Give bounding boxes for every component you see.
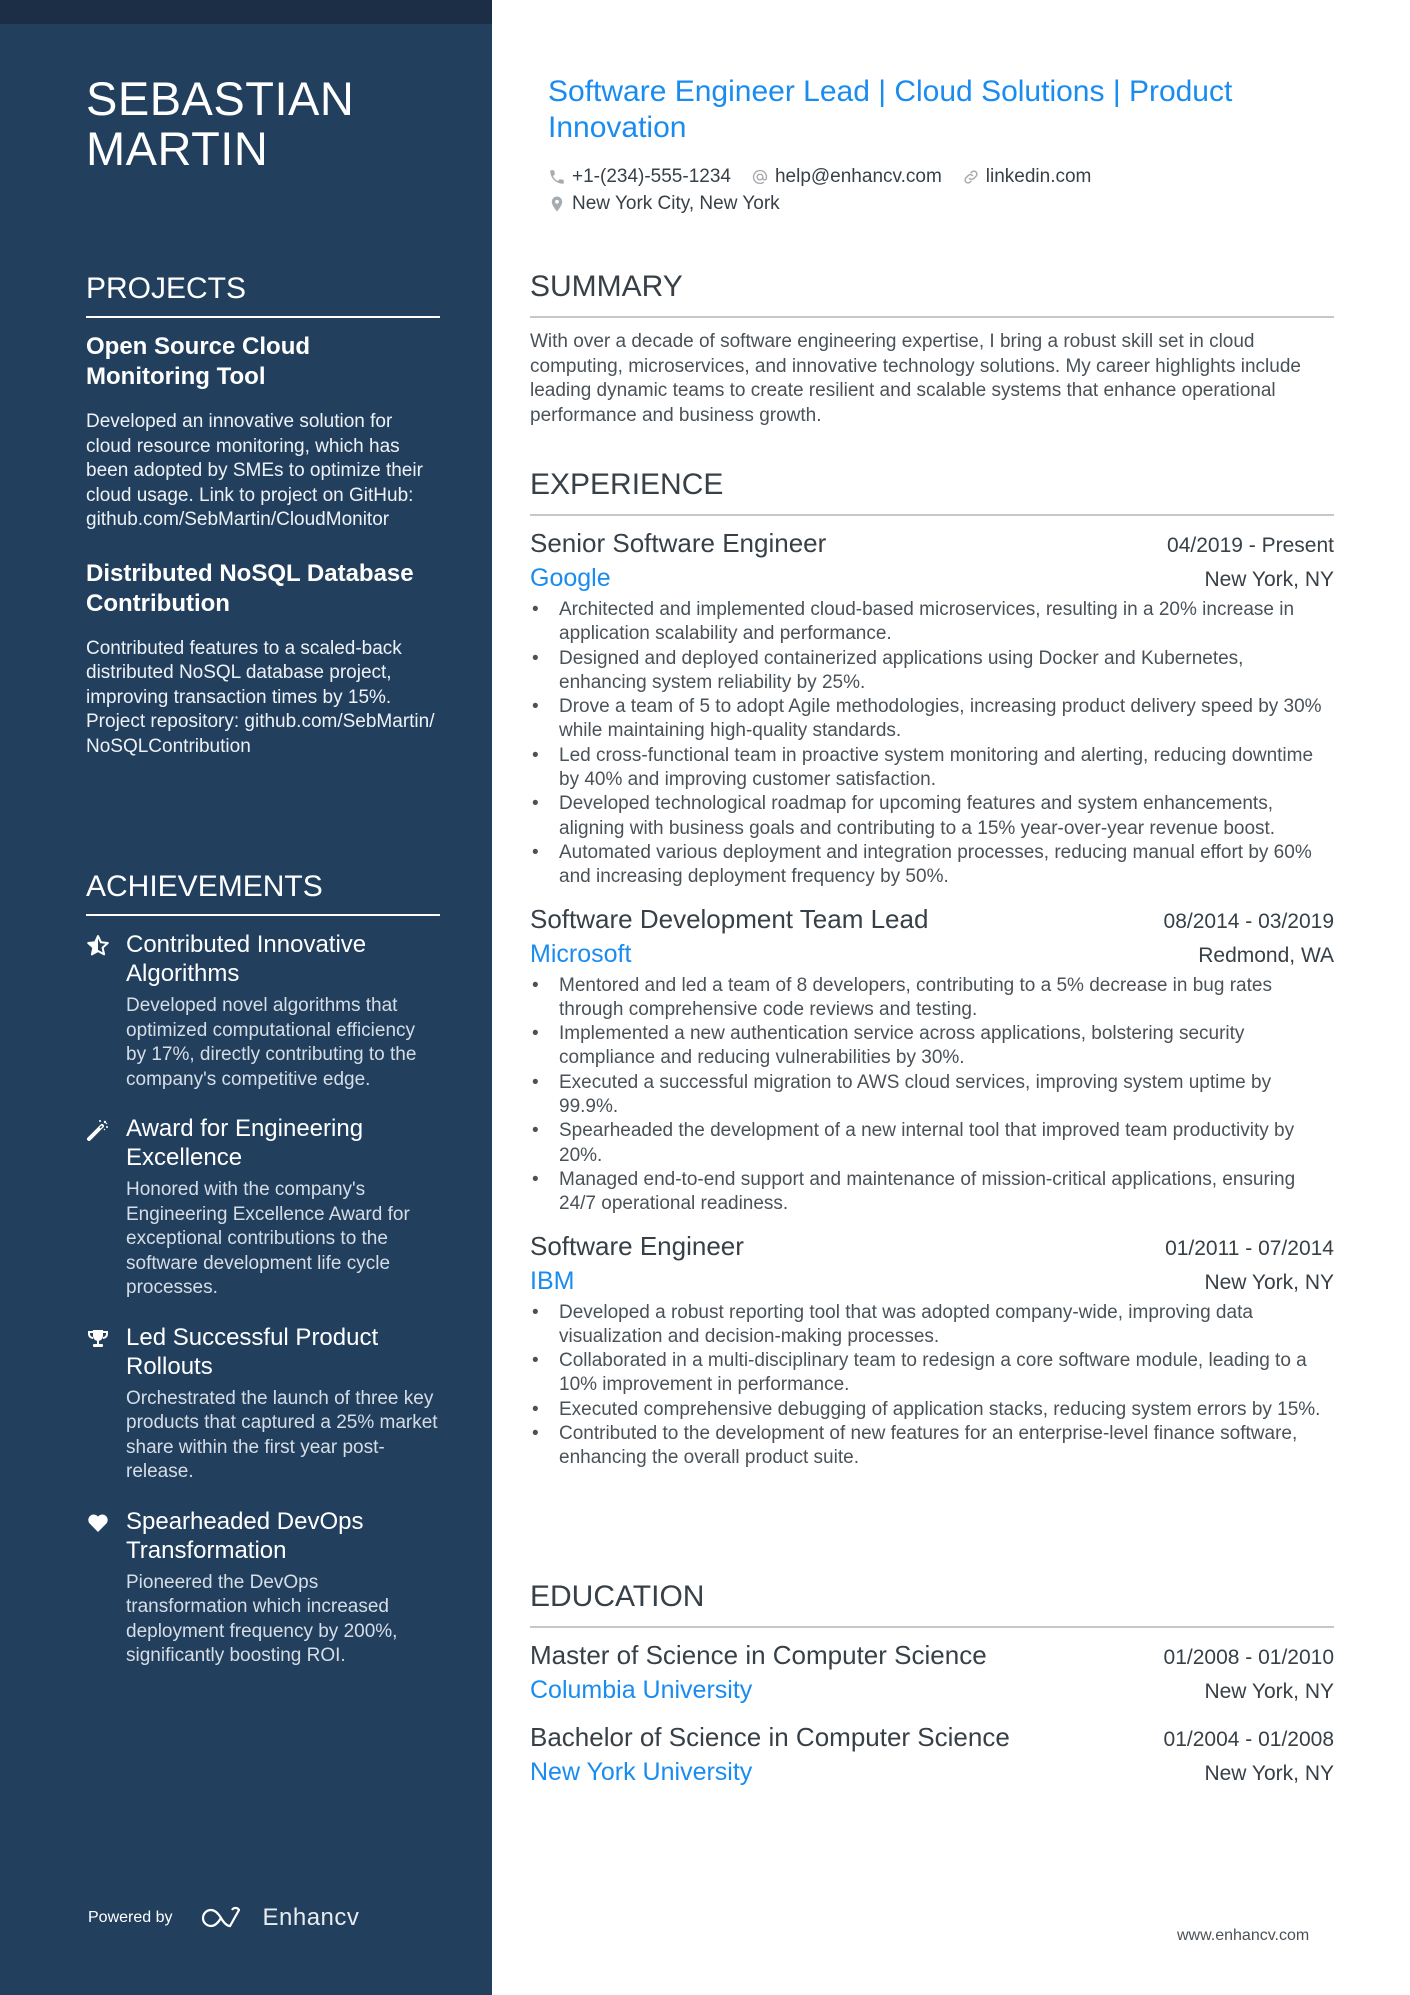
bullet-item: • Architected and implemented cloud-based microservices, resulting in a 20% increase in application scalability and performance. xyxy=(530,598,1334,647)
bullet-item: • Drove a team of 5 to adopt Agile methodologies, increasing product delivery speed by 30% while maintaining high-quality standards. xyxy=(530,695,1334,744)
powered-by xyxy=(88,1904,359,1932)
achievement-description: Pioneered the DevOps transformation which increased deployment frequency by 200%, significantly boosting ROI. xyxy=(126,1571,398,1666)
job-company: Google xyxy=(530,564,611,592)
project-description: Developed an innovative solution for cloud resource monitoring, which has been adopted by SMEs to optimize their cloud usage. Link to project on GitHub: github.com/SebMartin/CloudMonitor xyxy=(86,411,423,530)
achievement-description: Orchestrated the launch of three key products that captured a 25% market share within the first year post-release. xyxy=(126,1387,438,1482)
achievements-section xyxy=(86,870,440,1691)
achievement-description: Developed novel algorithms that optimized computational efficiency by 17%, directly contributing to the company's competitive edge. xyxy=(126,995,417,1090)
achievement-item xyxy=(86,930,440,1092)
job-title: Senior Software Engineer xyxy=(530,528,827,558)
bullet-item: • Spearheaded the development of a new internal tool that improved team productivity by 20%. xyxy=(530,1119,1334,1168)
star-half-icon xyxy=(86,930,126,1092)
projects-section xyxy=(86,272,440,785)
trophy-icon xyxy=(86,1323,126,1485)
bullet-item: • Executed comprehensive debugging of application stacks, reducing system errors by 15%. xyxy=(530,1398,1334,1422)
education-section xyxy=(530,1580,1334,1804)
job-entry xyxy=(530,904,1334,1217)
project-link[interactable]: github.com/SebMartin/NoSQLContribution xyxy=(86,711,435,757)
heart-icon xyxy=(86,1507,126,1669)
achievement-title: Contributed Innovative Algorithms xyxy=(126,931,367,987)
bullet-item: • Developed technological roadmap for upcoming features and system enhancements, aligning with business goals and contributing to a 15% year-over-year revenue boost. xyxy=(530,792,1334,841)
education-location: New York, NY xyxy=(1204,1680,1334,1703)
job-dates: 04/2019 - Present xyxy=(1167,534,1334,557)
professional-title: Software Engineer Lead | Cloud Solutions | Product Innovation xyxy=(548,75,1233,144)
job-title: Software Development Team Lead xyxy=(530,903,929,934)
job-dates: 08/2014 - 03/2019 xyxy=(1163,909,1334,933)
bullet-item: • Automated various deployment and integration processes, reducing manual effort by 60% and increasing deployment frequency by 50%. xyxy=(530,841,1334,890)
bullet-item: • Mentored and led a team of 8 developers, contributing to a 5% decrease in bug rates through comprehensive code reviews and testing. xyxy=(530,974,1334,1023)
job-location: Redmond, WA xyxy=(1198,943,1334,967)
job-dates: 01/2011 - 07/2014 xyxy=(1165,1236,1334,1260)
achievement-item xyxy=(86,1507,440,1669)
job-bullets xyxy=(530,974,1334,1217)
bullet-item: • Executed a successful migration to AWS cloud services, improving system uptime by 99.9%. xyxy=(530,1071,1334,1120)
job-title: Software Engineer xyxy=(530,1230,744,1261)
education-heading: EDUCATION xyxy=(530,1580,1334,1628)
footer-url[interactable]: www.enhancv.com xyxy=(1177,1927,1310,1944)
job-location: New York, NY xyxy=(1204,568,1334,591)
experience-heading: EXPERIENCE xyxy=(530,468,1334,516)
bullet-item: • Implemented a new authentication service across applications, bolstering security compliance and reducing vulnerabilities by 30%. xyxy=(530,1022,1334,1071)
project-link[interactable]: github.com/SebMartin/CloudMonitor xyxy=(86,509,390,530)
achievement-item xyxy=(86,1114,440,1301)
location-contact: New York City, New York xyxy=(548,193,780,215)
magic-wand-icon xyxy=(86,1114,126,1301)
at-icon xyxy=(751,168,769,186)
sidebar xyxy=(0,0,492,1995)
job-company: IBM xyxy=(530,1266,575,1295)
top-bar xyxy=(0,0,492,24)
achievement-title: Spearheaded DevOps Transformation xyxy=(126,1507,364,1564)
job-bullets xyxy=(530,598,1334,890)
email-contact[interactable]: help@enhancv.com xyxy=(751,166,942,188)
job-entry xyxy=(530,528,1334,890)
enhancv-brand[interactable]: Enhancv xyxy=(262,1904,360,1931)
enhancv-logo-icon[interactable] xyxy=(201,1905,249,1931)
phone-contact[interactable]: +1-(234)-555-1234 xyxy=(548,166,731,188)
achievements-heading: ACHIEVEMENTS xyxy=(86,870,440,916)
summary-heading: SUMMARY xyxy=(530,270,1334,318)
contact-info xyxy=(548,163,1334,217)
project-item xyxy=(86,332,440,533)
project-title: Open Source Cloud Monitoring Tool xyxy=(86,333,311,390)
projects-heading: PROJECTS xyxy=(86,272,440,318)
project-description: Contributed features to a scaled-back distributed NoSQL database project, improving transaction times by 15%. Project repository: github.com/SebMartin/NoSQLContribution xyxy=(86,637,435,757)
education-location: New York, NY xyxy=(1204,1762,1334,1785)
bullet-item: • Developed a robust reporting tool that was adopted company-wide, improving data visualization and decision-making processes. xyxy=(530,1301,1334,1350)
education-dates: 01/2004 - 01/2008 xyxy=(1163,1728,1334,1751)
bullet-item: • Managed end-to-end support and maintenance of mission-critical applications, ensuring 24/7 operational readiness. xyxy=(530,1168,1334,1217)
achievement-title: Led Successful Product Rollouts xyxy=(126,1323,379,1380)
education-entry xyxy=(530,1722,1334,1792)
powered-by-label: Powered by xyxy=(88,1909,173,1926)
bullet-item: • Collaborated in a multi-disciplinary team to redesign a core software module, leading to a 10% improvement in performance. xyxy=(530,1349,1334,1398)
summary-text: With over a decade of software engineering expertise, I bring a robust skill set in cloud computing, microservices, and innovative technology solutions. My career highlights include leading dynamic teams to create resilient and scalable systems that enhance operational performance and business growth. xyxy=(530,331,1301,426)
phone-icon xyxy=(548,168,566,186)
achievement-description: Honored with the company's Engineering Excellence Award for exceptional contributions to the software development life cycle processes. xyxy=(126,1179,410,1298)
project-item xyxy=(86,559,440,760)
achievement-item xyxy=(86,1323,440,1485)
summary-section xyxy=(530,270,1334,428)
degree: Bachelor of Science in Computer Science xyxy=(530,1722,1010,1752)
job-company: Microsoft xyxy=(530,939,632,968)
location-pin-icon xyxy=(548,195,566,213)
school: New York University xyxy=(530,1758,753,1786)
link-icon xyxy=(962,168,980,186)
bullet-item: • Contributed to the development of new features for an enterprise-level finance software, enhancing the overall product suite. xyxy=(530,1422,1334,1471)
linkedin-contact[interactable]: linkedin.com xyxy=(962,166,1092,188)
bullet-item: • Led cross-functional team in proactive system monitoring and alerting, reducing downtime by 40% and improving customer satisfaction. xyxy=(530,744,1334,793)
education-dates: 01/2008 - 01/2010 xyxy=(1163,1646,1334,1669)
education-entry xyxy=(530,1640,1334,1710)
experience-section xyxy=(530,468,1334,1485)
job-location: New York, NY xyxy=(1204,1270,1334,1294)
school: Columbia University xyxy=(530,1676,753,1704)
achievement-title: Award for Engineering Excellence xyxy=(126,1115,364,1171)
candidate-name: SEBASTIAN MARTIN xyxy=(86,72,355,175)
project-title: Distributed NoSQL Database Contribution xyxy=(86,559,414,617)
bullet-item: • Designed and deployed containerized applications using Docker and Kubernetes, enhancing system reliability by 25%. xyxy=(530,647,1334,696)
job-bullets xyxy=(530,1301,1334,1471)
job-entry xyxy=(530,1231,1334,1471)
degree: Master of Science in Computer Science xyxy=(530,1640,987,1670)
